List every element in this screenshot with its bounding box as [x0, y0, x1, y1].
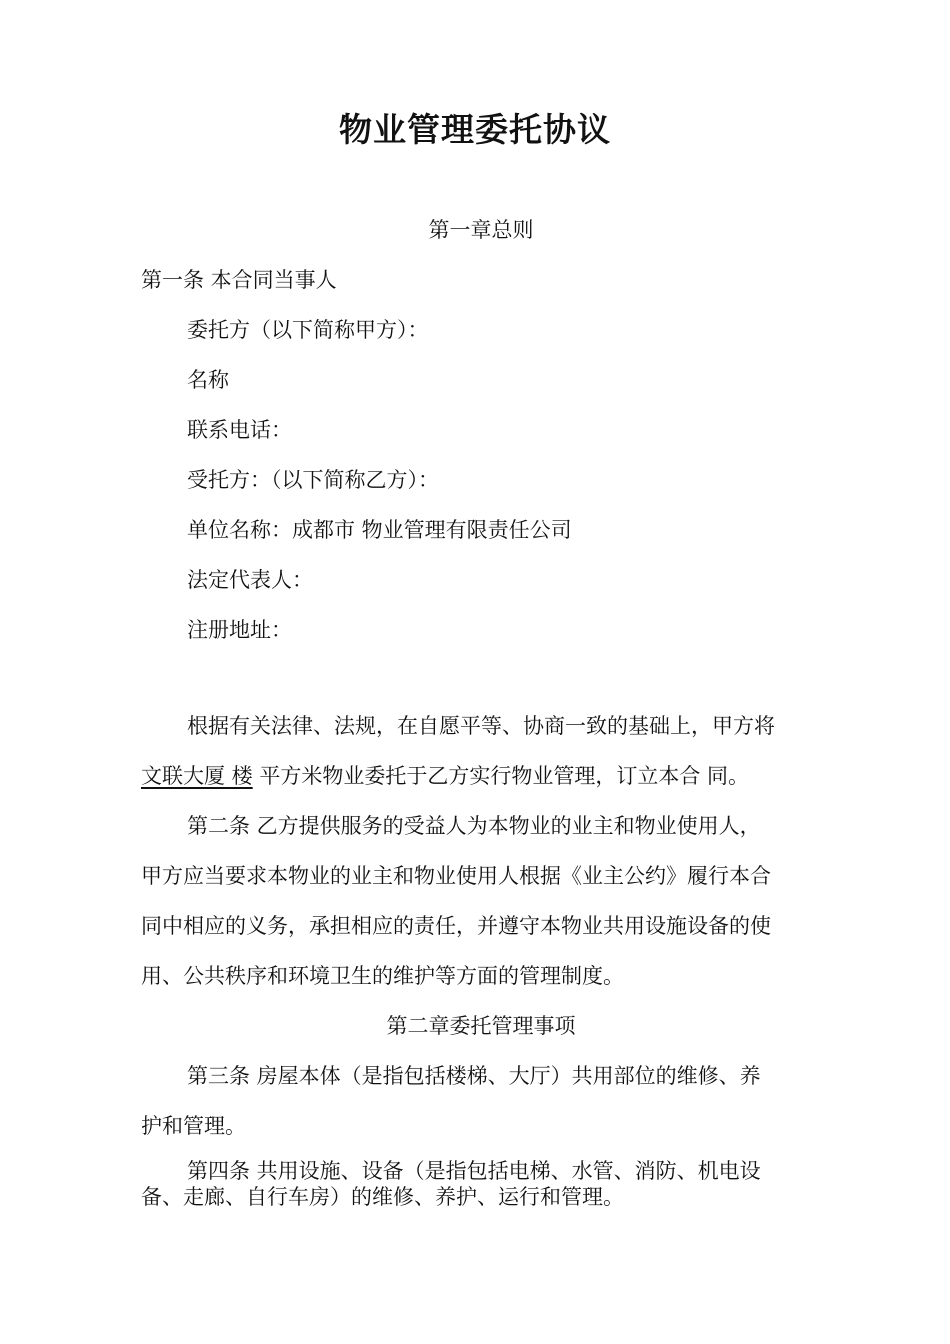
basis-paragraph-line-2-rest: 平方米物业委托于乙方实行物业管理，订立本合 同。 [252, 764, 750, 788]
unit-name-line [187, 516, 572, 544]
chapter-2-heading: 第二章委托管理事项 [386, 1014, 576, 1038]
article-4-line-1: 第四条 共用设施、设备（是指包括电梯、水管、消防、机电设 [187, 1159, 761, 1183]
article-3-line-1: 第三条 房屋本体（是指包括楼梯、大厅）共用部位的维修、养 [187, 1064, 761, 1088]
legal-rep-label: 法定代表人： [187, 568, 313, 592]
basis-paragraph-line-1: 根据有关法律、法规，在自愿平等、协商一致的基础上，甲方将 [187, 714, 775, 738]
unit-name-value: 成都市 物业管理有限责任公司 [292, 518, 572, 542]
name-label: 名称 [187, 368, 229, 392]
reg-address-label: 注册地址： [187, 618, 292, 642]
article-1-heading: 第一条 本合同当事人 [141, 268, 337, 292]
chapter-1-heading: 第一章总则 [428, 218, 534, 242]
unit-name-label: 单位名称： [187, 518, 292, 542]
article-2-line-1: 第二条 乙方提供服务的受益人为本物业的业主和物业使用人， [187, 814, 761, 838]
article-4-line-2: 备、走廊、自行车房）的维修、养护、运行和管理。 [141, 1185, 624, 1209]
article-3-line-2: 护和管理。 [141, 1114, 246, 1138]
phone-label: 联系电话： [187, 418, 292, 442]
basis-paragraph-line-2 [141, 762, 749, 790]
article-2-line-2: 甲方应当要求本物业的业主和物业使用人根据《业主公约》履行本合 [141, 864, 771, 888]
document-title: 物业管理委托协议 [339, 110, 611, 149]
article-2-line-4: 用、公共秩序和环境卫生的维护等方面的管理制度。 [141, 964, 624, 988]
article-2-line-3: 同中相应的义务，承担相应的责任，并遵守本物业共用设施设备的使 [141, 914, 771, 938]
party-a-label: 委托方（以下简称甲方）： [187, 318, 429, 342]
party-b-label: 受托方：（以下简称乙方）： [187, 468, 439, 492]
building-name-underlined: 文联大厦 楼 [141, 764, 253, 788]
